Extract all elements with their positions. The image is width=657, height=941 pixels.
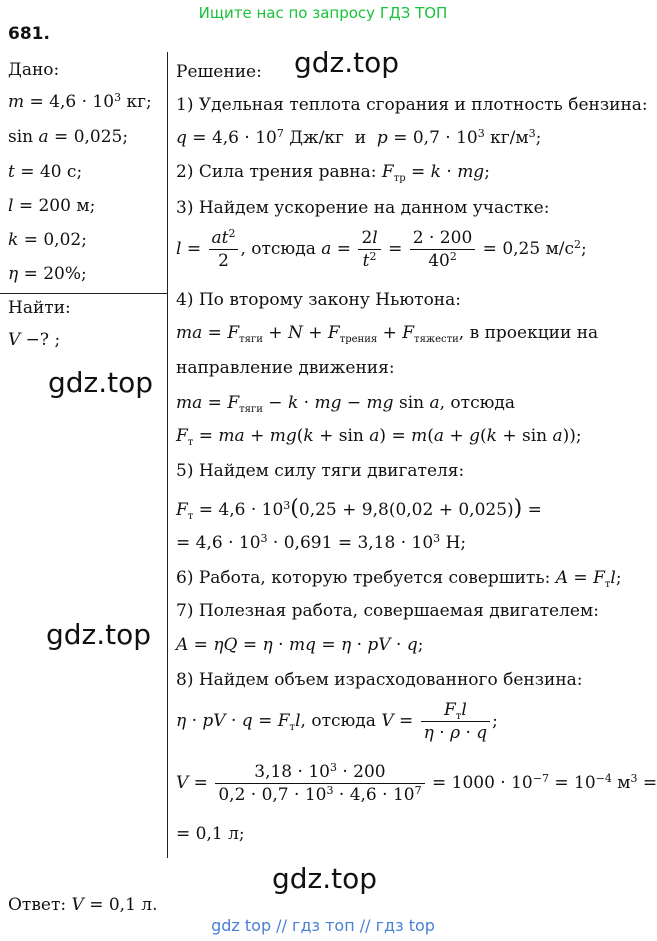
watermark-1: gdz.top — [294, 46, 400, 79]
step-4: 4) По второму закону Ньютона: — [176, 290, 461, 310]
given-eta: η = 20%; — [8, 264, 87, 284]
step-5-calc: $F_т = 4,6 \cdot 10^3(0,25 + 9,8(0,02 + 0,025))$ = — [176, 496, 542, 522]
problem-number: 681. — [8, 24, 50, 44]
footer-watermark: gdz top // гдз топ // гдз top — [211, 916, 435, 935]
step-3-formula: l = $\frac{at^2}{2}$ , отсюда a = $\frac{2l}{t^2}$ = $\frac{2 \cdot 200}{40^2}$ = 0,25 $м/с^2$; — [176, 227, 587, 271]
step-2: 2) Сила трения равна: $F_{тр} = k$ · mg; — [176, 162, 490, 184]
step-5: 5) Найдем силу тяги двигателя: — [176, 461, 465, 481]
step-4-equation: ma = $F_{тяги} + N + F_{трения} + F_{тяжести}$, в проекции на — [176, 323, 599, 345]
step-3: 3) Найдем ускорение на данном участке: — [176, 198, 550, 218]
step-4-result: $F_т$ = ma + mg(k + sin a) = m(a + g(k + sin a)); — [176, 426, 582, 448]
given-sin: sin a = 0,025; — [8, 127, 129, 147]
watermark-4: gdz.top — [272, 862, 378, 895]
find-value: V −? ; — [8, 330, 61, 350]
step-7-formula: A = ηQ = η · mq = η · pV · q; — [176, 635, 424, 655]
column-divider — [167, 52, 168, 858]
step-4-line2: направление движения: — [176, 358, 395, 378]
step-8: 8) Найдем объем израсходованного бензина: — [176, 670, 583, 690]
step-8-result: = 0,1 л; — [176, 824, 245, 844]
step-6: 6) Работа, которую требуется совершить: $A = F_тl$; — [176, 568, 622, 590]
watermark-3: gdz.top — [46, 618, 152, 651]
given-separator — [0, 293, 168, 294]
step-1-values: $q = 4,6 \cdot 10^7$ Дж/кг и $p = 0,7 \cdot 10^3$ $кг/м^3$; — [176, 127, 542, 148]
step-8-calc: V = $\frac{3,18 \cdot 10^3 \cdot 200}{0,2 \cdot 0,7 \cdot 10^3 \cdot 4,6 \cdot 10^7}$ = $1000 \cdot 10^{-7} = 10^{-4}$ $м^3$ = — [176, 761, 657, 805]
find-label: Найти: — [8, 298, 71, 318]
given-mass: $m = 4,6 \cdot 10^3$ кг; — [8, 91, 152, 112]
solution-label: Решение: — [176, 62, 262, 82]
step-1: 1) Удельная теплота сгорания и плотность бензина: — [176, 95, 648, 115]
given-label: Дано: — [8, 60, 60, 80]
watermark-2: gdz.top — [48, 366, 154, 399]
given-time: t = 40 с; — [8, 162, 83, 182]
step-4-projection: ma = $F_{тяги} - k$ · mg − mg sin a, отсюда — [176, 393, 515, 415]
step-8-formula: η · pV · $q = F_тl$, отсюда V = $\frac{F_тl}{\eta \cdot \rho \cdot q}$ ; — [176, 700, 498, 743]
step-7: 7) Полезная работа, совершаемая двигателем: — [176, 601, 599, 621]
top-banner: Ищите нас по запросу ГДЗ ТОП — [198, 4, 448, 22]
given-k: k = 0,02; — [8, 230, 87, 250]
step-5-result: = $4,6 \cdot 10^3 \cdot 0,691 = 3,18 \cdot 10^3$ Н; — [176, 532, 467, 553]
given-length: l = 200 м; — [8, 196, 96, 216]
answer: Ответ: V = 0,1 л. — [8, 895, 158, 915]
